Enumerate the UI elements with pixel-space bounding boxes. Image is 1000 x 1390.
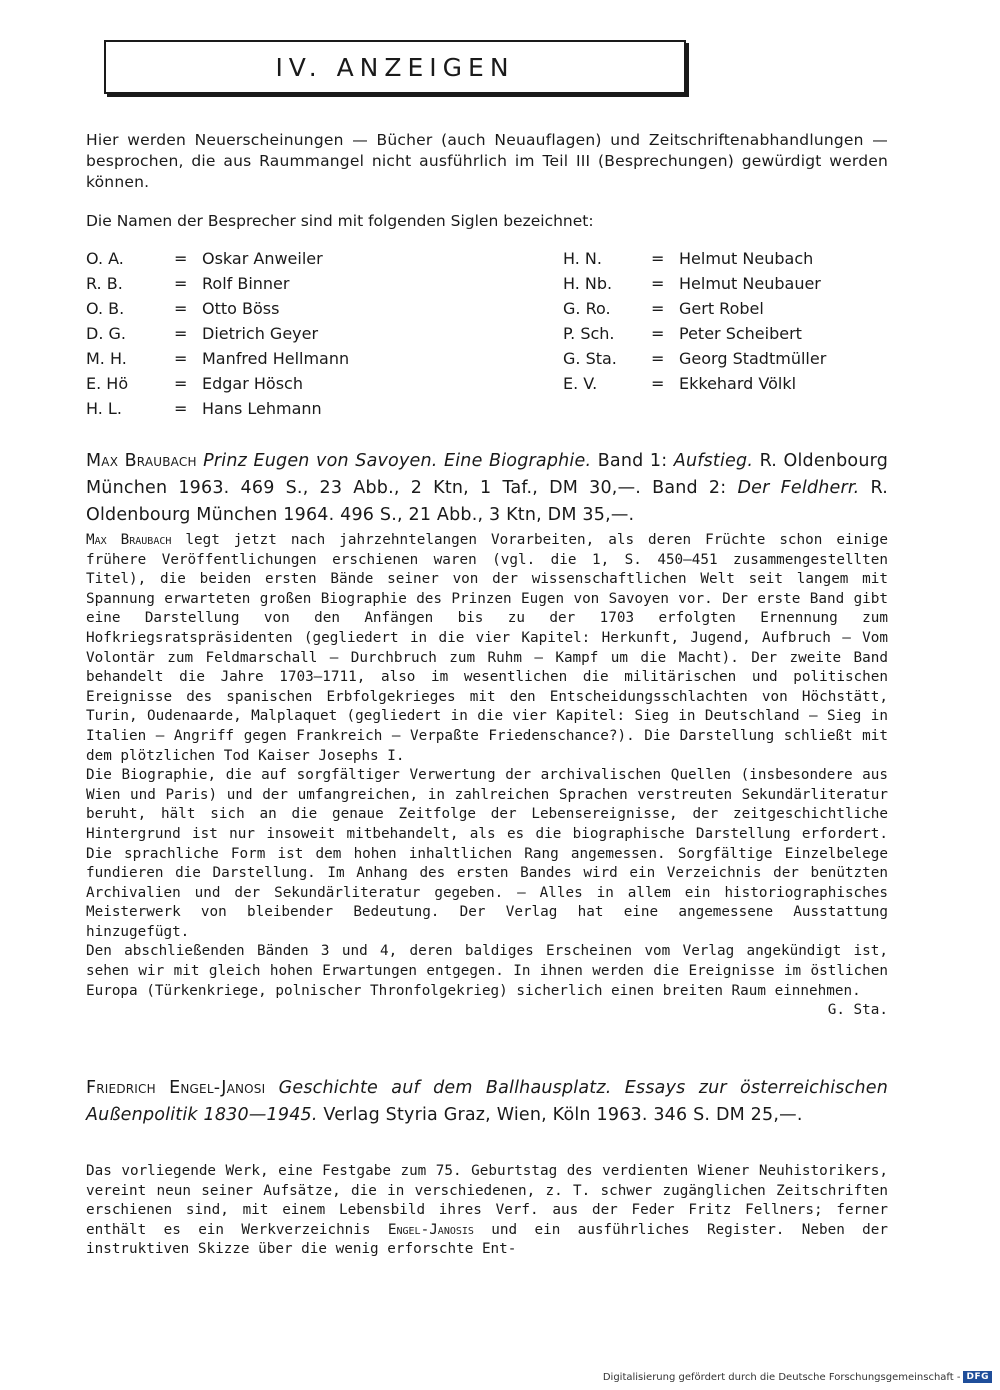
review-1-paragraph-1-text: legt jetzt nach jahrzehntelangen Vorarbeiten, als deren Früchte schon einige frühere Veröffentlichungen erschienen waren (vgl. die 1, S. 450—451 zusammengestellten Titel), die beiden ersten Bände seiner von der wissenschaftlichen Welt seit langem mit Spannung erwarteten großen Biographie des Prinzen Eugen von Savoyen vor. Der erste Band gibt eine Darstellung von den Anfängen bis zu der 1703 erfolgten Ernennung zum Hofkriegsratspräsidenten (gegliedert in die vier Kapitel: Herkunft, Jugend, Aufbruch — Vom Volontär zum Feldmarschall — Durchbruch zum Ruhm — Kampf um die Macht). Der zweite Band behandelt die Jahre 1703—1711, also im wesentlichen die militärischen und politischen Ereignisse des spanischen Erbfolgekrieges mit den Entscheidungsschlachten von Höchstätt, Turin, Oudenaarde, Malplaquet (gegliedert in die vier Kapitel: Sieg in Deutschland — Sieg in Italien — Angriff gegen Frankreich — Verpaßte Friedenschance?). Die Darstellung schließt mit dem plötzlichen Tod Kaiser Josephs I. — [86, 532, 888, 764]
sigla-abbreviation: H. L. — [86, 399, 122, 418]
sigla-abbreviation: H. Nb. — [563, 274, 613, 293]
review-1-paragraph-1 — [86, 531, 888, 766]
sigla-equals: = — [174, 399, 188, 418]
sigla-equals: = — [651, 349, 665, 368]
sigla-row — [563, 371, 826, 396]
review-1-author: Max Braubach — [86, 451, 197, 471]
review-2-body — [86, 1162, 888, 1260]
sigla-reviewer-name: Oskar Anweiler — [202, 249, 323, 268]
sigla-equals: = — [174, 374, 188, 393]
sigla-equals: = — [174, 274, 188, 293]
sigla-abbreviation: O. B. — [86, 299, 125, 318]
review-1-title: Prinz Eugen von Savoyen. Eine Biographie. — [203, 451, 592, 471]
sigla-equals: = — [651, 274, 665, 293]
sigla-reviewer-name: Helmut Neubach — [679, 249, 814, 268]
sigla-abbreviation: R. B. — [86, 274, 123, 293]
sigla-row — [86, 321, 349, 346]
review-1-subtitle-a: Aufstieg. — [673, 451, 754, 471]
sigla-abbreviation: P. Sch. — [563, 324, 615, 343]
review-2-paragraph-1 — [86, 1162, 888, 1260]
sigla-abbreviation: M. H. — [86, 349, 127, 368]
sigla-equals: = — [651, 299, 665, 318]
sigla-row — [86, 346, 349, 371]
sigla-abbreviation: D. G. — [86, 324, 126, 343]
sigla-equals: = — [651, 249, 665, 268]
review-2-body-smallcaps: Engel-Janosis — [387, 1221, 474, 1238]
sigla-reviewer-name: Ekkehard Völkl — [679, 374, 797, 393]
review-1-paragraph-3 — [86, 942, 888, 1019]
review-2-imprint: Verlag Styria Graz, Wien, Köln 1963. 346 S. DM 25,—. — [323, 1105, 803, 1125]
footer-credit — [603, 1371, 992, 1383]
dfg-logo-icon: DFG — [963, 1371, 992, 1383]
sigla-column-right — [563, 246, 826, 396]
review-1-imprint-a: Band 1: — [597, 451, 668, 471]
sigla-abbreviation: O. A. — [86, 249, 124, 268]
sigla-reviewer-name: Edgar Hösch — [202, 374, 303, 393]
sigla-equals: = — [174, 324, 188, 343]
review-1-paragraph-3-text: Den abschließenden Bänden 3 und 4, deren baldiges Erscheinen vom Verlag angekündigt ist, sehen wir mit gleich hohen Erwartungen entgegen. In ihnen werden die Ereignisse im östlichen Europa (Türkenkriege, polnischer Thronfolgekrieg) sicherlich einen breiten Raum einnehmen. — [86, 943, 888, 999]
review-2-body-text-a: Das vorliegende Werk, eine Festgabe zum 75. Geburtstag des verdienten Wiener Neuhistorikers, vereint neun seiner Aufsätze, die in verschiedenen, z. T. schwer zugänglichen Zeitschriften erschienen sind, mit einem Lebensbild ihres Verf. aus der Feder Fritz Fellners; ferner enthält es ein Werkverzeichnis — [86, 1163, 888, 1238]
review-1-subtitle-b: Der Feldherr. — [737, 478, 860, 498]
sigla-equals: = — [651, 374, 665, 393]
section-title — [104, 40, 686, 94]
sigla-row — [563, 296, 826, 321]
sigla-abbreviation: G. Ro. — [563, 299, 611, 318]
sigla-equals: = — [174, 299, 188, 318]
sigla-row — [86, 371, 349, 396]
review-1-paragraph-2: Die Biographie, die auf sorgfältiger Verwertung der archivalischen Quellen (insbesondere aus Wien und Paris) und der umfangreichen, in zahlreichen Sprachen verstreuten Sekundärliteratur beruht, hält sich an die genaue Zeitfolge der Lebensereignisse, der zeitgeschichtliche Hintergrund ist nur insoweit mitbehandelt, als es die biographische Darstellung erfordert. Die sprachliche Form ist dem hohen inhaltlichen Rang angemessen. Sorgfältige Einzelbelege fundieren die Darstellung. Im Anhang des ersten Bandes wird ein Verzeichnis der benützten Archivalien und der Sekundärliteratur gegeben. — Alles in allem ein historiographisches Meisterwerk von bleibender Bedeutung. Der Verlag hat eine angemessene Ausstattung hinzugefügt. — [86, 767, 888, 940]
sigla-row — [86, 246, 349, 271]
sigla-abbreviation: E. Hö — [86, 374, 129, 393]
sigla-abbreviation: H. N. — [563, 249, 602, 268]
review-1-signature: G. Sta. — [827, 1002, 888, 1019]
sigla-reviewer-name: Otto Böss — [202, 299, 280, 318]
sigla-reviewer-name: Dietrich Geyer — [202, 324, 319, 343]
sigla-abbreviation: E. V. — [563, 374, 598, 393]
sigla-reviewer-name: Hans Lehmann — [202, 399, 322, 418]
footer-text: Digitalisierung gefördert durch die Deutsche Forschungsgemeinschaft - — [602, 1371, 961, 1383]
sigla-equals: = — [174, 249, 188, 268]
sigla-reviewer-name: Manfred Hellmann — [202, 349, 350, 368]
sigla-row — [86, 296, 349, 321]
sigla-reviewer-name: Gert Robel — [679, 299, 764, 318]
review-1-imprint-b: R. Oldenbourg München 1963. 469 S., 23 Abb., 2 Ktn, 1 Taf., DM 30,—. Band 2: — [86, 451, 889, 498]
sigla-reviewer-name: Georg Stadtmüller — [679, 349, 827, 368]
sigla-row — [563, 246, 826, 271]
review-1-heading — [86, 448, 888, 529]
sigla-row — [86, 396, 349, 421]
review-2-body-text-b: und ein ausführliches Register. Neben der instruktiven Skizze über die wenig erforschte Ent- — [86, 1221, 889, 1258]
sigla-reviewer-name: Peter Scheibert — [679, 324, 802, 343]
sigla-equals: = — [651, 324, 665, 343]
sigla-row — [563, 271, 826, 296]
review-2-heading — [86, 1075, 888, 1129]
sigla-row — [86, 271, 349, 296]
review-1-imprint-c: R. Oldenbourg München 1964. 496 S., 21 Abb., 3 Ktn, DM 35,—. — [86, 478, 888, 525]
sigla-heading: Die Namen der Besprecher sind mit folgenden Siglen bezeichnet: — [86, 212, 594, 230]
sigla-row — [563, 346, 826, 371]
sigla-column-left — [86, 246, 349, 421]
sigla-abbreviation: G. Sta. — [563, 349, 617, 368]
review-2-author: Friedrich Engel-Janosi — [86, 1078, 266, 1098]
sigla-reviewer-name: Rolf Binner — [202, 274, 290, 293]
sigla-equals: = — [174, 349, 188, 368]
sigla-reviewer-name: Helmut Neubauer — [679, 274, 821, 293]
section-title-text: IV. ANZEIGEN — [275, 52, 515, 82]
sigla-row — [563, 321, 826, 346]
review-1-body — [86, 531, 888, 1021]
review-1-body-author: Max Braubach — [86, 532, 172, 548]
intro-paragraph: Hier werden Neuerscheinungen — Bücher (auch Neuauflagen) und Zeitschriftenabhandlungen — besprochen, die aus Raummangel nicht ausführlich im Teil III (Besprechungen) gewürdigt werden können. — [86, 131, 888, 191]
review-2-title: Geschichte auf dem Ballhausplatz. Essays zur österreichischen Außenpolitik 1830—1945. — [86, 1078, 888, 1125]
